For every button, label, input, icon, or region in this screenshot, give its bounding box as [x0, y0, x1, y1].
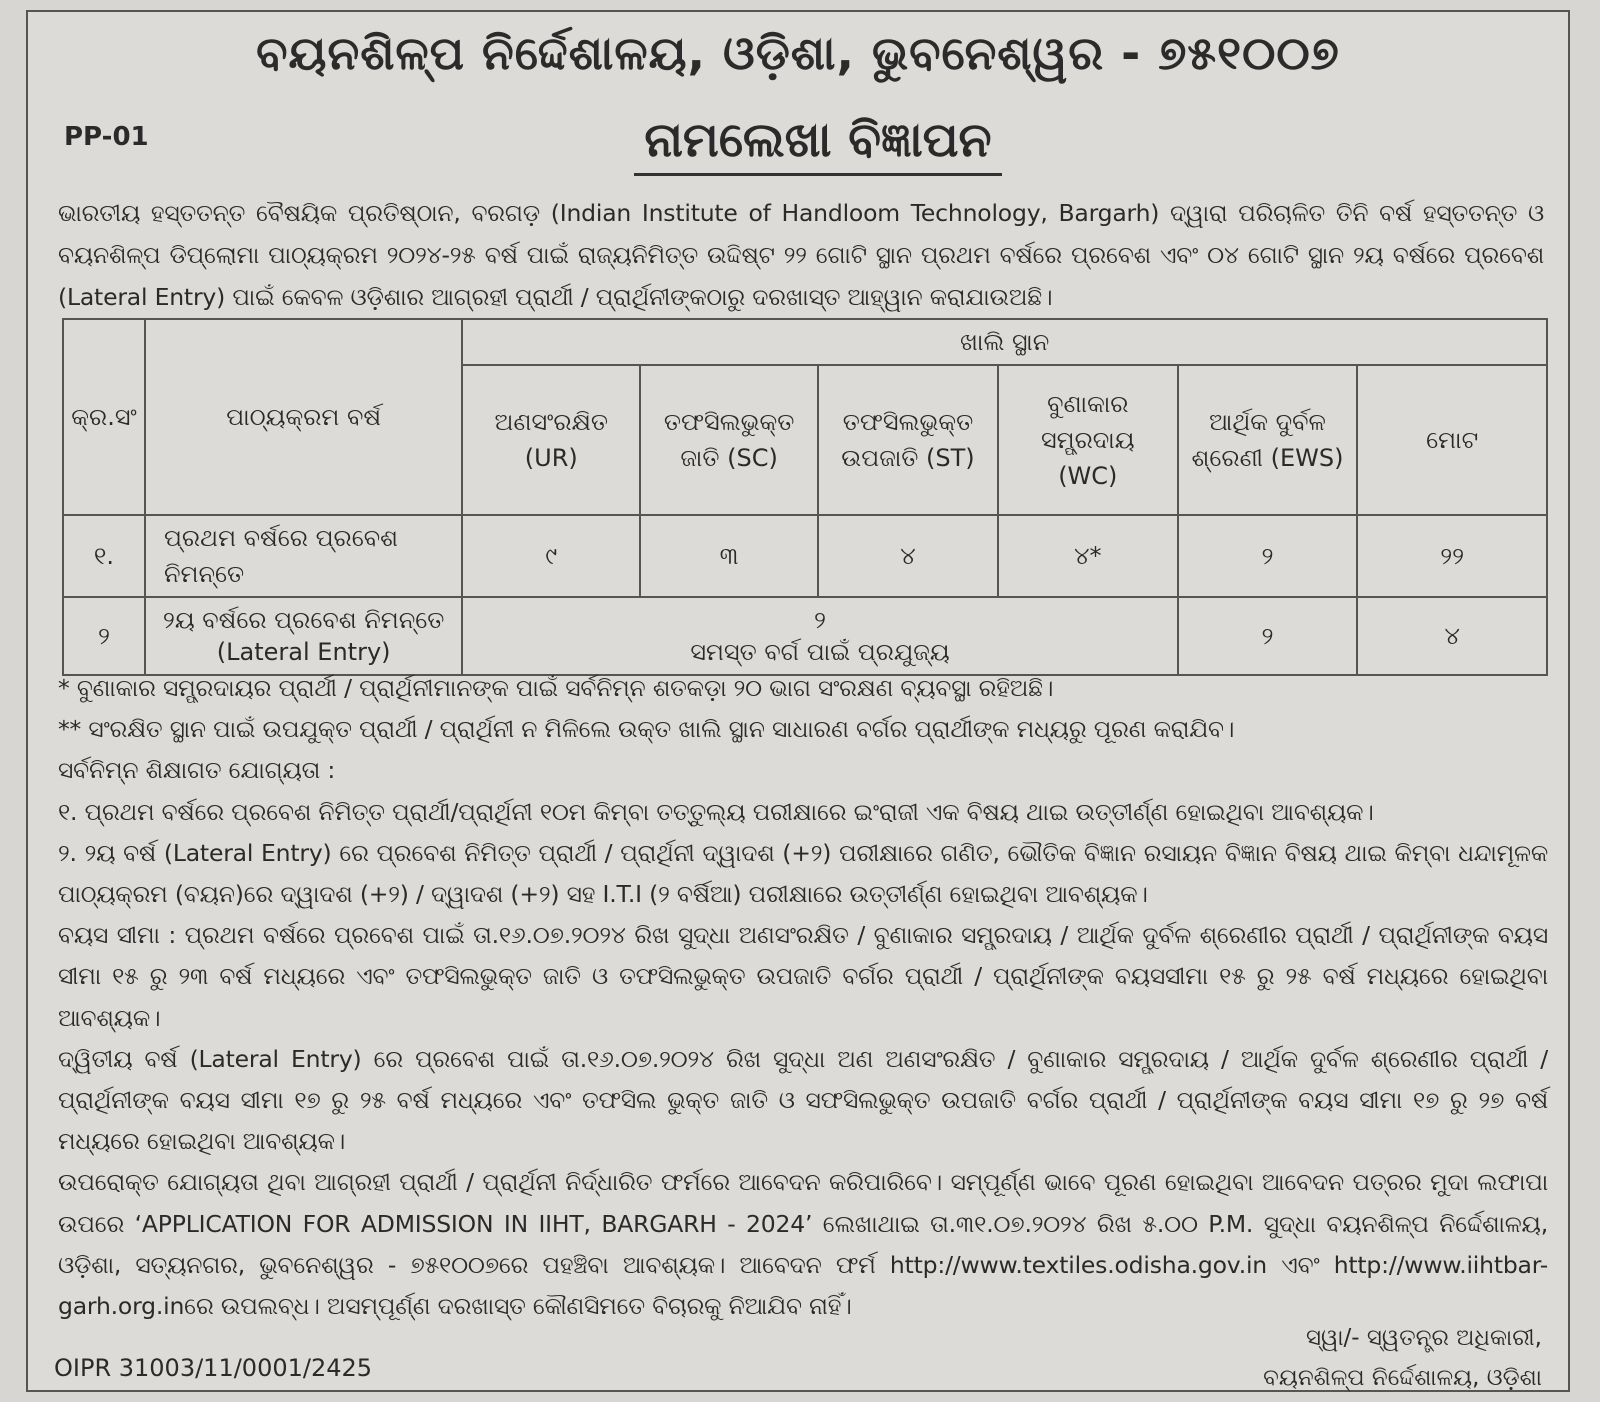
row-course: ପ୍ରଥମ ବର୍ଷରେ ପ୍ରବେଶ ନିମନ୍ତେ — [145, 515, 462, 597]
table-row — [63, 515, 1547, 597]
row-ews: ୨ — [1178, 597, 1358, 675]
title-wrapper — [28, 112, 1568, 176]
age-limit-1: ବୟସ ସୀମା : ପ୍ରଥମ ବର୍ଷରେ ପ୍ରବେଶ ପାଇଁ ତା.୧୬.୦୭.୨୦୨୪ ରିଖ ସୁଦ୍ଧା ଅଣସଂରକ୍ଷିତ / ବୁଣାକାର ସମ୍ପ୍ରଦାୟ / ଆର୍ଥିକ ଦୁର୍ବଳ ଶ୍ରେଣୀର ପ୍ରାର୍ଥୀ / ପ୍ରାର୍ଥିନୀଙ୍କ ବୟସ ସୀମା ୧୫ ରୁ ୨୩ ବର୍ଷ ମଧ୍ୟରେ ଏବଂ ତଫସିଲଭୁକ୍ତ ଜାତି ଓ ତଫସିଲଭୁକ୍ତ ଉପଜାତି ବର୍ଗର ପ୍ରାର୍ଥୀ / ପ୍ରାର୍ଥିନୀଙ୍କ ବୟସସୀମା ୧୫ ରୁ ୨୫ ବର୍ଷ ମଧ୍ୟରେ ହୋଇଥିବା ଆବଶ୍ୟକ। — [58, 921, 1548, 1032]
vacancy-header: ଖାଲି ସ୍ଥାନ — [462, 319, 1547, 365]
row-total: ୪ — [1357, 597, 1547, 675]
qualification-2: ୨. ୨ୟ ବର୍ଷ (Lateral Entry) ରେ ପ୍ରବେଶ ନିମିତ୍ତ ପ୍ରାର୍ଥୀ / ପ୍ରାର୍ଥିନୀ ଦ୍ୱାଦଶ (+୨) ପରୀକ୍ଷାରେ ଗଣିତ, ଭୌତିକ ବିଜ୍ଞାନ ରସାୟନ ବିଜ୍ଞାନ ବିଷୟ ଥାଇ କିମ୍ବା ଧନ୍ଦାମୂଳକ ପାଠ୍ୟକ୍ରମ (ବୟନ)ରେ ଦ୍ୱାଦଶ (+୨) / ଦ୍ୱାଦଶ (+୨) ସହ I.T.I (୨ ବର୍ଷିଆ) ପରୀକ୍ଷାରେ ଉତ୍ତୀର୍ଣ୍ଣ ହୋଇଥିବା ଆବଶ୍ୟକ। — [58, 838, 1548, 909]
category-wc-header: ବୁଣାକାର ସମ୍ପ୍ରଦାୟ (WC) — [998, 365, 1178, 515]
row-st: ୪ — [818, 515, 998, 597]
row-wc: ୪* — [998, 515, 1178, 597]
qualification-1: ୧. ପ୍ରଥମ ବର୍ଷରେ ପ୍ରବେଶ ନିମିତ୍ତ ପ୍ରାର୍ଥୀ/ପ୍ରାର୍ଥିନୀ ୧୦ମ କିମ୍ବା ତତ୍ତୁଲ୍ୟ ପରୀକ୍ଷାରେ ଇଂରାଜୀ ଏକ ବିଷୟ ଥାଇ ଉତ୍ତୀର୍ଣ୍ଣ ହୋଇଥିବା ଆବଶ୍ୟକ। — [58, 797, 1374, 826]
col-course-header: ପାଠ୍ୟକ୍ରମ ବର୍ଷ — [145, 319, 462, 515]
qualification-heading: ସର୍ବନିମ୍ନ ଶିକ୍ଷାଗତ ଯୋଗ୍ୟତା : — [58, 756, 336, 785]
row-ur: ୯ — [462, 515, 640, 597]
page-title: ନାମଲେଖା ବିଜ୍ଞାପନ — [634, 112, 1001, 176]
application-instructions: ଉପରୋକ୍ତ ଯୋଗ୍ୟତା ଥିବା ଆଗ୍ରହୀ ପ୍ରାର୍ଥୀ / ପ୍ରାର୍ଥିନୀ ନିର୍ଦ୍ଧାରିତ ଫର୍ମରେ ଆବେଦନ କରିପାରିବେ। ସମ୍ପୂର୍ଣ୍ଣ ଭାବେ ପୂରଣ ହୋଇଥିବା ଆବେଦନ ପତ୍ରର ମୁଦା ଲଫାପା ଉପରେ ‘APPLICATION FOR ADMISSION IN IIHT, BARGARH - 2024’ ଲେଖାଥାଇ ତା.୩୧.୦୭.୨୦୨୪ ରିଖ ୫.୦୦ P.M. ସୁଦ୍ଧା ବୟନଶିଳ୍ପ ନିର୍ଦ୍ଦେଶାଳୟ, ଓଡ଼ିଶା, ସତ୍ୟନଗର, ଭୁବନେଶ୍ୱର - ୭୫୧୦୦୭ରେ ପହଞ୍ଚିବା ଆବଶ୍ୟକ। ଆବେଦନ ଫର୍ମ http://www.textiles.odisha.gov.in ଏବଂ http://www.iihtbar-garh.org.inରେ ଉପଲବ୍ଧ। ଅସମ୍ପୂର୍ଣ୍ଣ ଦରଖାସ୍ତ କୌଣସିମତେ ବିଚାରକୁ ନିଆଯିବ ନାହିଁ। — [58, 1168, 1548, 1321]
intro-paragraph: ଭାରତୀୟ ହସ୍ତତନ୍ତ ବୈଷୟିକ ପ୍ରତିଷ୍ଠାନ, ବରଗଡ଼ (Indian Institute of Handloom Technology, Bargarh) ଦ୍ୱାରା ପରିଚାଳିତ ତିନି ବର୍ଷ ହସ୍ତତନ୍ତ ଓ ବୟନଶିଳ୍ପ ଡିପ୍ଲୋମା ପାଠ୍ୟକ୍ରମ ୨୦୨୪-୨୫ ବର୍ଷ ପାଇଁ ରାଜ୍ୟନିମିତ୍ତ ଉଦ୍ଦିଷ୍ଟ ୨୨ ଗୋଟି ସ୍ଥାନ ପ୍ରଥମ ବର୍ଷରେ ପ୍ରବେଶ ଏବଂ ୦୪ ଗୋଟି ସ୍ଥାନ ୨ୟ ବର୍ଷରେ ପ୍ରବେଶ (Lateral Entry) ପାଇଁ କେବଳ ଓଡ଼ିଶାର ଆଗ୍ରହୀ ପ୍ରାର୍ଥୀ / ପ୍ରାର୍ଥିନୀଙ୍କଠାରୁ ଦରଖାସ୍ତ ଆହ୍ୱାନ କରାଯାଉଅଛି। — [58, 199, 1544, 311]
age-limit-2: ଦ୍ୱିତୀୟ ବର୍ଷ (Lateral Entry) ରେ ପ୍ରବେଶ ପାଇଁ ତା.୧୬.୦୭.୨୦୨୪ ରିଖ ସୁଦ୍ଧା ଅଣ ଅଣସଂରକ୍ଷିତ / ବୁଣାକାର ସମ୍ପ୍ରଦାୟ / ଆର୍ଥିକ ଦୁର୍ବଳ ଶ୍ରେଣୀର ପ୍ରାର୍ଥୀ / ପ୍ରାର୍ଥିନୀଙ୍କ ବୟସ ସୀମା ୧୭ ରୁ ୨୫ ବର୍ଷ ମଧ୍ୟରେ ଏବଂ ତଫସିଲ ଭୁକ୍ତ ଜାତି ଓ ସଫସିଲଭୁକ୍ତ ଉପଜାତି ବର୍ଗର ପ୍ରାର୍ଥୀ / ପ୍ରାର୍ଥିନୀଙ୍କ ବୟସ ସୀମା ୧୭ ରୁ ୨୭ ବର୍ଷ ମଧ୍ୟରେ ହୋଇଥିବା ଆବଶ୍ୟକ। — [58, 1044, 1548, 1156]
row-merged-all-categories: ୨ ସମସ୍ତ ବର୍ଗ ପାଇଁ ପ୍ରଯୁଜ୍ୟ — [462, 597, 1177, 675]
row-sno: ୧. — [63, 515, 145, 597]
row-course: ୨ୟ ବର୍ଷରେ ପ୍ରବେଶ ନିମନ୍ତେ (Lateral Entry) — [145, 597, 462, 675]
signature-line2: ବୟନଶିଳ୍ପ ନିର୍ଦ୍ଦେଶାଳୟ, ଓଡ଼ିଶା — [1263, 1365, 1542, 1391]
note-star1: * ବୁଣାକାର ସମ୍ପ୍ରଦାୟର ପ୍ରାର୍ଥୀ / ପ୍ରାର୍ଥିନୀମାନଙ୍କ ପାଇଁ ସର୍ବନିମ୍ନ ଶତକଡ଼ା ୨୦ ଭାଗ ସଂରକ୍ଷଣ ବ୍ୟବସ୍ଥା ରହିଅଛି। — [58, 674, 1054, 702]
advertisement-code: PP-01 — [64, 122, 149, 152]
category-ur-header: ଅଣସଂରକ୍ଷିତ (UR) — [462, 365, 640, 515]
category-sc-header: ତଫସିଲଭୁକ୍ତ ଜାତି (SC) — [640, 365, 818, 515]
vacancy-table — [62, 318, 1548, 676]
table-row — [63, 597, 1547, 675]
oipr-code: OIPR 31003/11/0001/2425 — [54, 1354, 373, 1382]
office-heading: ବୟନଶିଳ୍ପ ନିର୍ଦ୍ଦେଶାଳୟ, ଓଡ଼ିଶା, ଭୁବନେଶ୍ୱର - ୭୫୧୦୦୭ — [256, 26, 1340, 80]
advertisement-page — [26, 10, 1570, 1392]
category-st-header: ତଫସିଲଭୁକ୍ତ ଉପଜାତି (ST) — [818, 365, 998, 515]
row-sc: ୩ — [640, 515, 818, 597]
row-sno: ୨ — [63, 597, 145, 675]
category-ews-header: ଆର୍ଥିକ ଦୁର୍ବଳ ଶ୍ରେଣୀ (EWS) — [1178, 365, 1358, 515]
row-ews: ୨ — [1178, 515, 1358, 597]
signature-block — [1263, 1318, 1542, 1398]
notes-section — [58, 668, 1548, 1327]
note-star2: ** ସଂରକ୍ଷିତ ସ୍ଥାନ ପାଇଁ ଉପଯୁକ୍ତ ପ୍ରାର୍ଥୀ / ପ୍ରାର୍ଥିନୀ ନ ମିଳିଲେ ଉକ୍ତ ଖାଲି ସ୍ଥାନ ସାଧାରଣ ବର୍ଗର ପ୍ରାର୍ଥୀଙ୍କ ମଧ୍ୟରୁ ପୂରଣ କରାଯିବ। — [58, 715, 1235, 744]
col-sno-header: କ୍ର.ସଂ — [63, 319, 145, 515]
category-total-header: ମୋଟ — [1357, 365, 1547, 515]
signature-line1: ସ୍ୱା/- ସ୍ୱତନ୍ତ୍ର ଅଧିକାରୀ, — [1305, 1325, 1542, 1351]
row-total: ୨୨ — [1357, 515, 1547, 597]
